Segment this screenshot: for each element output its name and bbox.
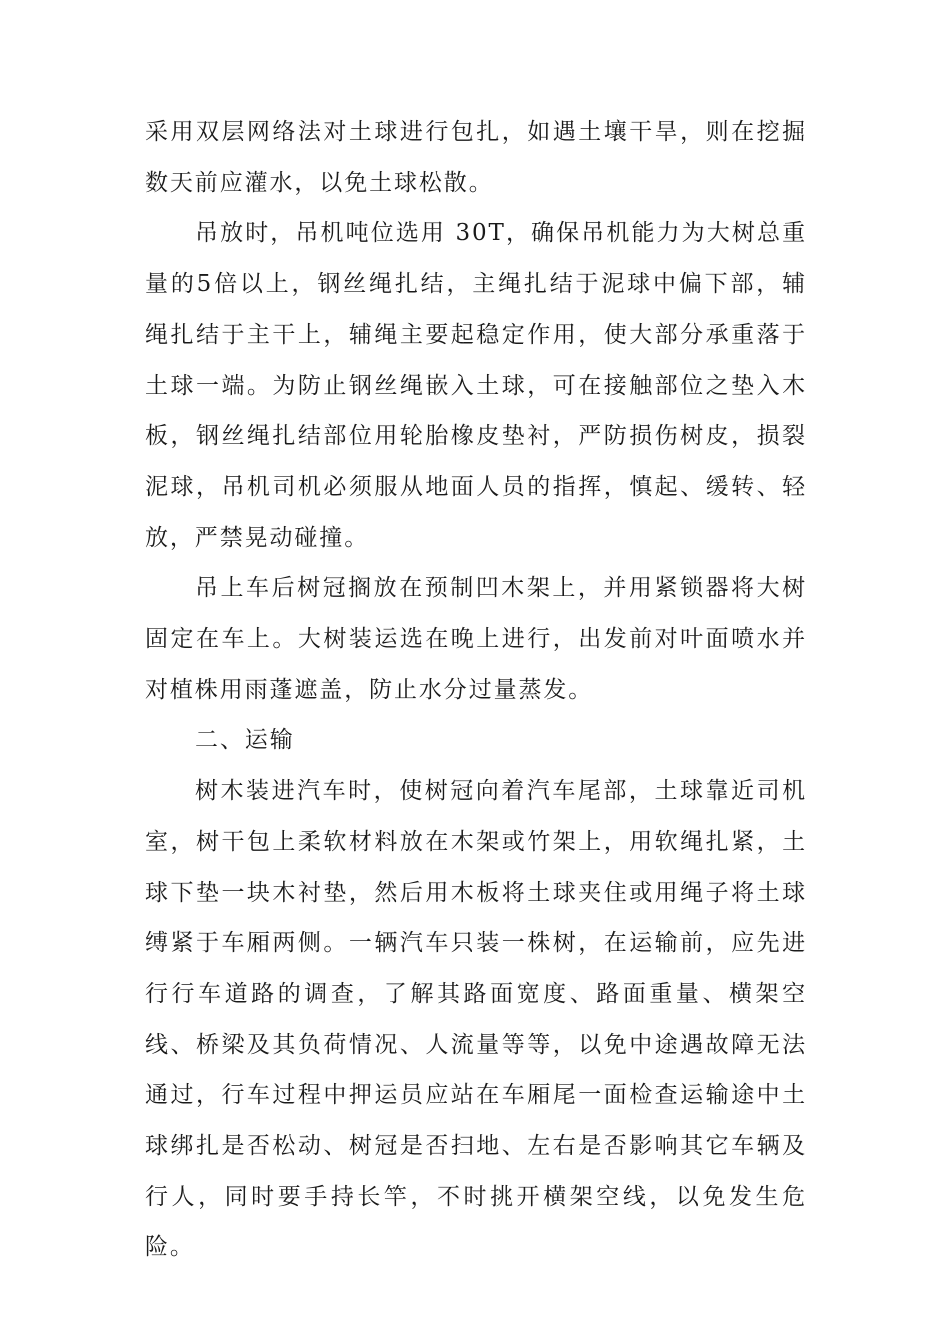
section-heading-transport: 二、运输 [195, 727, 295, 754]
document-page [145, 107, 807, 1273]
paragraph-loading: 吊上车后树冠搁放在预制凹木架上，并用紧锁器将大树固定在车上。大树装运选在晚上进行，出发前对叶面喷水并对植株用雨蓬遮盖，防止水分过量蒸发。 [145, 575, 807, 703]
paragraph-transport: 树木装进汽车时，使树冠向着汽车尾部，土球靠近司机室，树干包上柔软材料放在木架或竹架上，用软绳扎紧，土球下垫一块木衬垫，然后用木板将土球夹住或用绳子将土球缚紧于车厢两侧。一辆汽车只装一株树，在运输前，应先进行行车道路的调查，了解其路面宽度、路面重量、横架空线、桥梁及其负荷情况、人流量等等，以免中途遇故障无法通过，行车过程中押运员应站在车厢尾一面检查运输途中土球绑扎是否松动、树冠是否扫地、左右是否影响其它车辆及行人，同时要手持长竿，不时挑开横架空线，以免发生危险。 [145, 778, 807, 1261]
paragraph-lifting: 吊放时，吊机吨位选用 30T，确保吊机能力为大树总重量的5倍以上，钢丝绳扎结，主绳扎结于泥球中偏下部，辅绳扎结于主干上，辅绳主要起稳定作用，使大部分承重落于土球一端。为防止钢丝绳嵌入土球，可在接触部位之垫入木板，钢丝绳扎结部位用轮胎橡皮垫衬，严防损伤树皮，损裂泥球，吊机司机必须服从地面人员的指挥，慎起、缓转、轻放，严禁晃动碰撞。 [145, 220, 807, 551]
paragraph-wrapping-continuation: 采用双层网络法对土球进行包扎，如遇土壤干旱，则在挖掘数天前应灌水，以免土球松散。 [145, 119, 807, 196]
